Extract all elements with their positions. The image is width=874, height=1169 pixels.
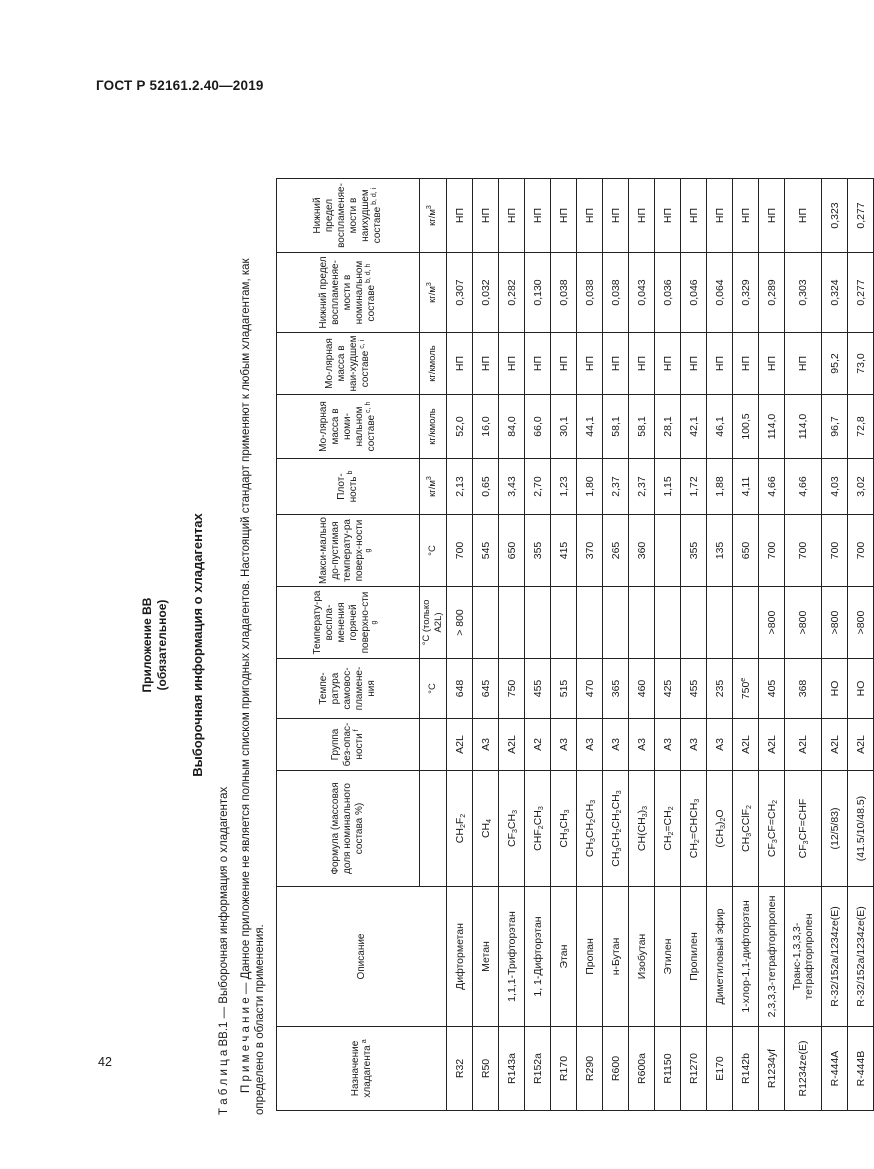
table-cell-name: R170 (551, 1027, 577, 1111)
table-cell-lfl-worst: НП (603, 179, 629, 253)
column-header: Темпе-ратура самовос-пламене-ния (277, 659, 420, 719)
table-cell-ait: 470 (577, 659, 603, 719)
table-cell-group: A2L (785, 719, 822, 771)
table-cell-ait: 515 (551, 659, 577, 719)
table-cell-maxt: 700 (759, 515, 785, 587)
table-cell-hsit: >800 (785, 587, 822, 659)
table-cell-name: E170 (707, 1027, 733, 1111)
table-cell-group: A2L (822, 719, 848, 771)
table-cell-hsit (577, 587, 603, 659)
table-note-continuation: определено в области применения. (254, 924, 266, 1115)
table-cell-group: A2L (447, 719, 473, 771)
table-row (629, 179, 655, 1111)
table-cell-maxt: 650 (499, 515, 525, 587)
table-cell-group: A2L (499, 719, 525, 771)
table-cell-lfl-worst: НП (733, 179, 759, 253)
table-cell-desc: Этан (551, 887, 577, 1027)
table-cell-group: A3 (473, 719, 499, 771)
table-cell-lfl-worst: НП (473, 179, 499, 253)
table-cell-mm-nom: 30,1 (551, 395, 577, 459)
table-cell-maxt: 415 (551, 515, 577, 587)
table-cell-density: 2,37 (603, 459, 629, 515)
table-cell-group: A3 (655, 719, 681, 771)
table-cell-mm-nom: 16,0 (473, 395, 499, 459)
unit-cell (420, 719, 447, 771)
table-cell-mm-worst: НП (603, 333, 629, 395)
table-cell-mm-worst: НП (707, 333, 733, 395)
table-cell-lfl-worst: НП (759, 179, 785, 253)
column-header: Описание (277, 887, 447, 1027)
table-cell-name: R600 (603, 1027, 629, 1111)
table-cell-maxt: 650 (733, 515, 759, 587)
table-cell-name: R142b (733, 1027, 759, 1111)
table-cell-desc: Диметиловый эфир (707, 887, 733, 1027)
table-cell-density: 4,11 (733, 459, 759, 515)
table-cell-formula: $CH_4$ (473, 771, 499, 887)
table-cell-mm-nom: 52,0 (447, 395, 473, 459)
table-cell-mm-nom: 72,8 (848, 395, 874, 459)
table-row (785, 179, 822, 1111)
table-cell-formula: $(CH_3)_2O$ (707, 771, 733, 887)
table-cell-density: 1,72 (681, 459, 707, 515)
table-cell-lfl-worst: НП (525, 179, 551, 253)
unit-cell: $кг/м^3$ (420, 179, 447, 253)
table-cell-desc: 1-хлор-1,1-дифторэтан (733, 887, 759, 1027)
column-header: Температу-ра воспла-менения горячей поверхно-сти $^g$ (277, 587, 420, 659)
table-cell-mm-worst: НП (759, 333, 785, 395)
table-cell-maxt: 700 (848, 515, 874, 587)
table-cell-name: R-444A (822, 1027, 848, 1111)
table-cell-lfl-worst: 0,277 (848, 179, 874, 253)
table-cell-mm-worst: 95,2 (822, 333, 848, 395)
table-cell-hsit (707, 587, 733, 659)
table-cell-ait: 425 (655, 659, 681, 719)
table-cell-hsit (525, 587, 551, 659)
table-cell-maxt: 370 (577, 515, 603, 587)
table-cell-desc: Изобутан (629, 887, 655, 1027)
table-cell-density: 2,37 (629, 459, 655, 515)
table-note: П р и м е ч а н и е — Данное приложение не является полным списком пригодных хладагентов. Настоящий стандарт применяют к любым хладагентам, как (240, 258, 252, 1093)
table-cell-lfl-nom: 0,277 (848, 253, 874, 333)
unit-cell (420, 771, 447, 887)
table-cell-formula: (12/5/83) (822, 771, 848, 887)
table-cell-hsit (551, 587, 577, 659)
table-cell-hsit: >800 (759, 587, 785, 659)
unit-cell: °С (420, 515, 447, 587)
table-caption: Т а б л и ц а ВВ.1 — Выборочная информация о хладагентах (218, 786, 230, 1115)
table-row (822, 179, 848, 1111)
table-cell-density: 1,23 (551, 459, 577, 515)
table-cell-ait: 455 (681, 659, 707, 719)
column-header: Мо-лярная масса в номи-нальном составе $^{c, h}$ (277, 395, 420, 459)
table-cell-ait: 750 (499, 659, 525, 719)
table-cell-density: 4,66 (759, 459, 785, 515)
table-cell-lfl-nom: 0,324 (822, 253, 848, 333)
table-cell-mm-nom: 42,1 (681, 395, 707, 459)
appendix-name: Приложение ВВ (140, 597, 154, 693)
column-header: Формула (массовая доля номинального состава %) (277, 771, 420, 887)
table-cell-lfl-nom: 0,043 (629, 253, 655, 333)
table-cell-desc: 1,1,1-Трифторэтан (499, 887, 525, 1027)
table-cell-maxt: 360 (629, 515, 655, 587)
table-cell-maxt (655, 515, 681, 587)
table-cell-name: R600a (629, 1027, 655, 1111)
table-cell-lfl-worst: НП (551, 179, 577, 253)
table-cell-group: A2L (733, 719, 759, 771)
table-cell-hsit: >800 (822, 587, 848, 659)
rotated-content (140, 175, 867, 1115)
table-cell-formula: $CF_3CH_3$ (499, 771, 525, 887)
table-cell-desc: R-32/152a/1234ze(E) (822, 887, 848, 1027)
appendix-title (140, 175, 170, 1115)
table-cell-ait: 460 (629, 659, 655, 719)
column-header: Назначение хладагента $^a$ (277, 1027, 447, 1111)
table-cell-group: A3 (577, 719, 603, 771)
table-cell-desc: Дифторметан (447, 887, 473, 1027)
table-cell-formula: $CF_3CF=CHF$ (785, 771, 822, 887)
table-cell-mm-worst: НП (577, 333, 603, 395)
table-cell-ait: 405 (759, 659, 785, 719)
table-cell-maxt: 545 (473, 515, 499, 587)
table-cell-hsit (473, 587, 499, 659)
table-row (655, 179, 681, 1111)
table-cell-mm-worst: НП (525, 333, 551, 395)
table-cell-desc: н-Бутан (603, 887, 629, 1027)
table-cell-mm-nom: 58,1 (603, 395, 629, 459)
table-cell-lfl-worst: 0,323 (822, 179, 848, 253)
table-cell-mm-worst: НП (499, 333, 525, 395)
column-header: Группа без-опас-ности $^f$ (277, 719, 420, 771)
column-header: Нижний предел воспламеняе-мости в наихудшем составе $^{b, d, i}$ (277, 179, 420, 253)
table-cell-maxt: 700 (447, 515, 473, 587)
column-header: Макси-мально до-пустимая температу-ра поверх-ности $^g$ (277, 515, 420, 587)
table-cell-formula: $CH_3CH_2CH_3$ (577, 771, 603, 887)
table-cell-mm-nom: 58,1 (629, 395, 655, 459)
table-row (473, 179, 499, 1111)
table-cell-mm-worst: НП (551, 333, 577, 395)
table-cell-formula: $CH_2=CHCH_3$ (681, 771, 707, 887)
table-cell-lfl-nom: 0,130 (525, 253, 551, 333)
table-cell-group: A2L (759, 719, 785, 771)
table-cell-desc: Метан (473, 887, 499, 1027)
page-number: 42 (98, 1055, 112, 1069)
table-cell-lfl-worst: НП (681, 179, 707, 253)
table-cell-density: 1,80 (577, 459, 603, 515)
table-row (681, 179, 707, 1111)
table-body (447, 179, 874, 1111)
table-cell-mm-nom: 28,1 (655, 395, 681, 459)
table-cell-mm-worst: НП (447, 333, 473, 395)
table-cell-hsit: >800 (848, 587, 874, 659)
unit-cell: $кг/м^3$ (420, 253, 447, 333)
table-cell-lfl-worst: НП (785, 179, 822, 253)
table-cell-hsit (733, 587, 759, 659)
table-cell-ait: 365 (603, 659, 629, 719)
table-cell-hsit (629, 587, 655, 659)
table-row (577, 179, 603, 1111)
table-cell-density: 3,02 (848, 459, 874, 515)
table-cell-ait: НО (848, 659, 874, 719)
table-cell-maxt: 355 (525, 515, 551, 587)
table-cell-mm-worst: 73,0 (848, 333, 874, 395)
table-cell-group: A3 (603, 719, 629, 771)
table-cell-mm-worst: НП (473, 333, 499, 395)
table-row (551, 179, 577, 1111)
table-cell-ait: 750e (733, 659, 759, 719)
table-cell-density: 2,13 (447, 459, 473, 515)
table-cell-lfl-nom: 0,038 (577, 253, 603, 333)
table-cell-group: A2L (848, 719, 874, 771)
unit-cell: $кг/м^3$ (420, 459, 447, 515)
table-cell-mm-nom: 100,5 (733, 395, 759, 459)
unit-cell: кг/кмоль (420, 395, 447, 459)
table-cell-mm-nom: 84,0 (499, 395, 525, 459)
table-cell-name: R1270 (681, 1027, 707, 1111)
column-header: Нижний предел воспламеняе-мости в номинальном составе $^{b, d, h}$ (277, 253, 420, 333)
table-cell-hsit: > 800 (447, 587, 473, 659)
table-cell-hsit (603, 587, 629, 659)
table-cell-maxt: 700 (822, 515, 848, 587)
table-cell-lfl-nom: 0,282 (499, 253, 525, 333)
table-cell-ait: 235 (707, 659, 733, 719)
table-cell-density: 0,65 (473, 459, 499, 515)
table-cell-formula: (41.5/10/48.5) (848, 771, 874, 887)
table-cell-lfl-nom: 0,289 (759, 253, 785, 333)
table-cell-group: A3 (629, 719, 655, 771)
table-cell-mm-nom: 44,1 (577, 395, 603, 459)
table-cell-density: 4,03 (822, 459, 848, 515)
table-cell-density: 1,88 (707, 459, 733, 515)
table-cell-density: 1,15 (655, 459, 681, 515)
table-cell-lfl-worst: НП (707, 179, 733, 253)
table-cell-desc: 2,3,3,3-тетрафторпропен (759, 887, 785, 1027)
table-cell-ait: 455 (525, 659, 551, 719)
table-row (447, 179, 473, 1111)
table-cell-formula: $CF_3CF=CH_2$ (759, 771, 785, 887)
table-cell-name: R1150 (655, 1027, 681, 1111)
table-cell-formula: $CHF_2CH_3$ (525, 771, 551, 887)
table-cell-formula: $CH_3CClF_2$ (733, 771, 759, 887)
table-cell-name: R1234yf (759, 1027, 785, 1111)
column-header: Плот-ность $^b$ (277, 459, 420, 515)
table-cell-maxt: 355 (681, 515, 707, 587)
table-cell-lfl-nom: 0,307 (447, 253, 473, 333)
table-cell-ait: 648 (447, 659, 473, 719)
unit-cell: кг/кмоль (420, 333, 447, 395)
table-row (499, 179, 525, 1111)
table-cell-name: R32 (447, 1027, 473, 1111)
table-cell-desc: Пропан (577, 887, 603, 1027)
table-cell-name: R50 (473, 1027, 499, 1111)
table-cell-mm-nom: 46,1 (707, 395, 733, 459)
table-cell-lfl-nom: 0,064 (707, 253, 733, 333)
table-row (525, 179, 551, 1111)
table-cell-ait: 368 (785, 659, 822, 719)
table-cell-desc: Этилен (655, 887, 681, 1027)
table-cell-lfl-worst: НП (499, 179, 525, 253)
table-cell-lfl-worst: НП (577, 179, 603, 253)
table-cell-group: A3 (681, 719, 707, 771)
table-cell-lfl-worst: НП (447, 179, 473, 253)
table-cell-name: R290 (577, 1027, 603, 1111)
table-cell-mm-nom: 114,0 (785, 395, 822, 459)
table-cell-mm-worst: НП (785, 333, 822, 395)
table-cell-ait: 645 (473, 659, 499, 719)
table-cell-mm-worst: НП (681, 333, 707, 395)
table-cell-name: R152a (525, 1027, 551, 1111)
table-cell-hsit (655, 587, 681, 659)
unit-cell: °С (только A2L) (420, 587, 447, 659)
table-cell-density: 3,43 (499, 459, 525, 515)
table-cell-name: R143a (499, 1027, 525, 1111)
table-cell-lfl-nom: 0,038 (603, 253, 629, 333)
table-cell-lfl-nom: 0,038 (551, 253, 577, 333)
unit-cell: °С (420, 659, 447, 719)
table-cell-formula: $CH_2=CH_2$ (655, 771, 681, 887)
table-cell-maxt: 700 (785, 515, 822, 587)
table-cell-mm-nom: 96,7 (822, 395, 848, 459)
table-row (707, 179, 733, 1111)
table-cell-lfl-nom: 0,036 (655, 253, 681, 333)
table-cell-desc: 1, 1-Дифторэтан (525, 887, 551, 1027)
table-cell-group: A3 (551, 719, 577, 771)
table-row (603, 179, 629, 1111)
table-cell-lfl-worst: НП (629, 179, 655, 253)
table-cell-mm-worst: НП (655, 333, 681, 395)
table-cell-lfl-worst: НП (655, 179, 681, 253)
table-cell-lfl-nom: 0,032 (473, 253, 499, 333)
table-cell-lfl-nom: 0,046 (681, 253, 707, 333)
table-cell-mm-nom: 114,0 (759, 395, 785, 459)
table-cell-desc: R-32/152a/1234ze(E) (848, 887, 874, 1027)
table-row (759, 179, 785, 1111)
table-cell-maxt: 135 (707, 515, 733, 587)
table-cell-name: R-444B (848, 1027, 874, 1111)
column-header: Мо-лярная масса в наи-худшем составе $^{c, i}$ (277, 333, 420, 395)
table-cell-formula: $CH(CH_3)_3$ (629, 771, 655, 887)
table-cell-density: 2,70 (525, 459, 551, 515)
table-header-row (277, 179, 420, 1111)
table-cell-mm-worst: НП (629, 333, 655, 395)
table-cell-lfl-nom: 0,303 (785, 253, 822, 333)
table-cell-group: A3 (707, 719, 733, 771)
table-row (848, 179, 874, 1111)
section-title: Выборочная информация о хладагентах (190, 513, 205, 777)
table-cell-density: 4,66 (785, 459, 822, 515)
table-cell-hsit (499, 587, 525, 659)
table-cell-lfl-nom: 0,329 (733, 253, 759, 333)
table-cell-desc: Транс-1,3,3,3-тетрафторпропен (785, 887, 822, 1027)
table-cell-ait: НО (822, 659, 848, 719)
table-row (733, 179, 759, 1111)
table-cell-formula: $CH_2F_2$ (447, 771, 473, 887)
table-cell-group: A2 (525, 719, 551, 771)
table-cell-name: R1234ze(E) (785, 1027, 822, 1111)
table-cell-desc: Пропилен (681, 887, 707, 1027)
table-cell-mm-worst: НП (733, 333, 759, 395)
table-cell-formula: $CH_3CH_3$ (551, 771, 577, 887)
document-header: ГОСТ Р 52161.2.40—2019 (96, 78, 264, 93)
refrigerant-table (276, 178, 874, 1111)
appendix-status: (обязательное) (155, 599, 169, 691)
table-cell-hsit (681, 587, 707, 659)
table-cell-formula: $CH_3CH_2CH_2CH_3$ (603, 771, 629, 887)
table-cell-mm-nom: 66,0 (525, 395, 551, 459)
table-cell-maxt: 265 (603, 515, 629, 587)
